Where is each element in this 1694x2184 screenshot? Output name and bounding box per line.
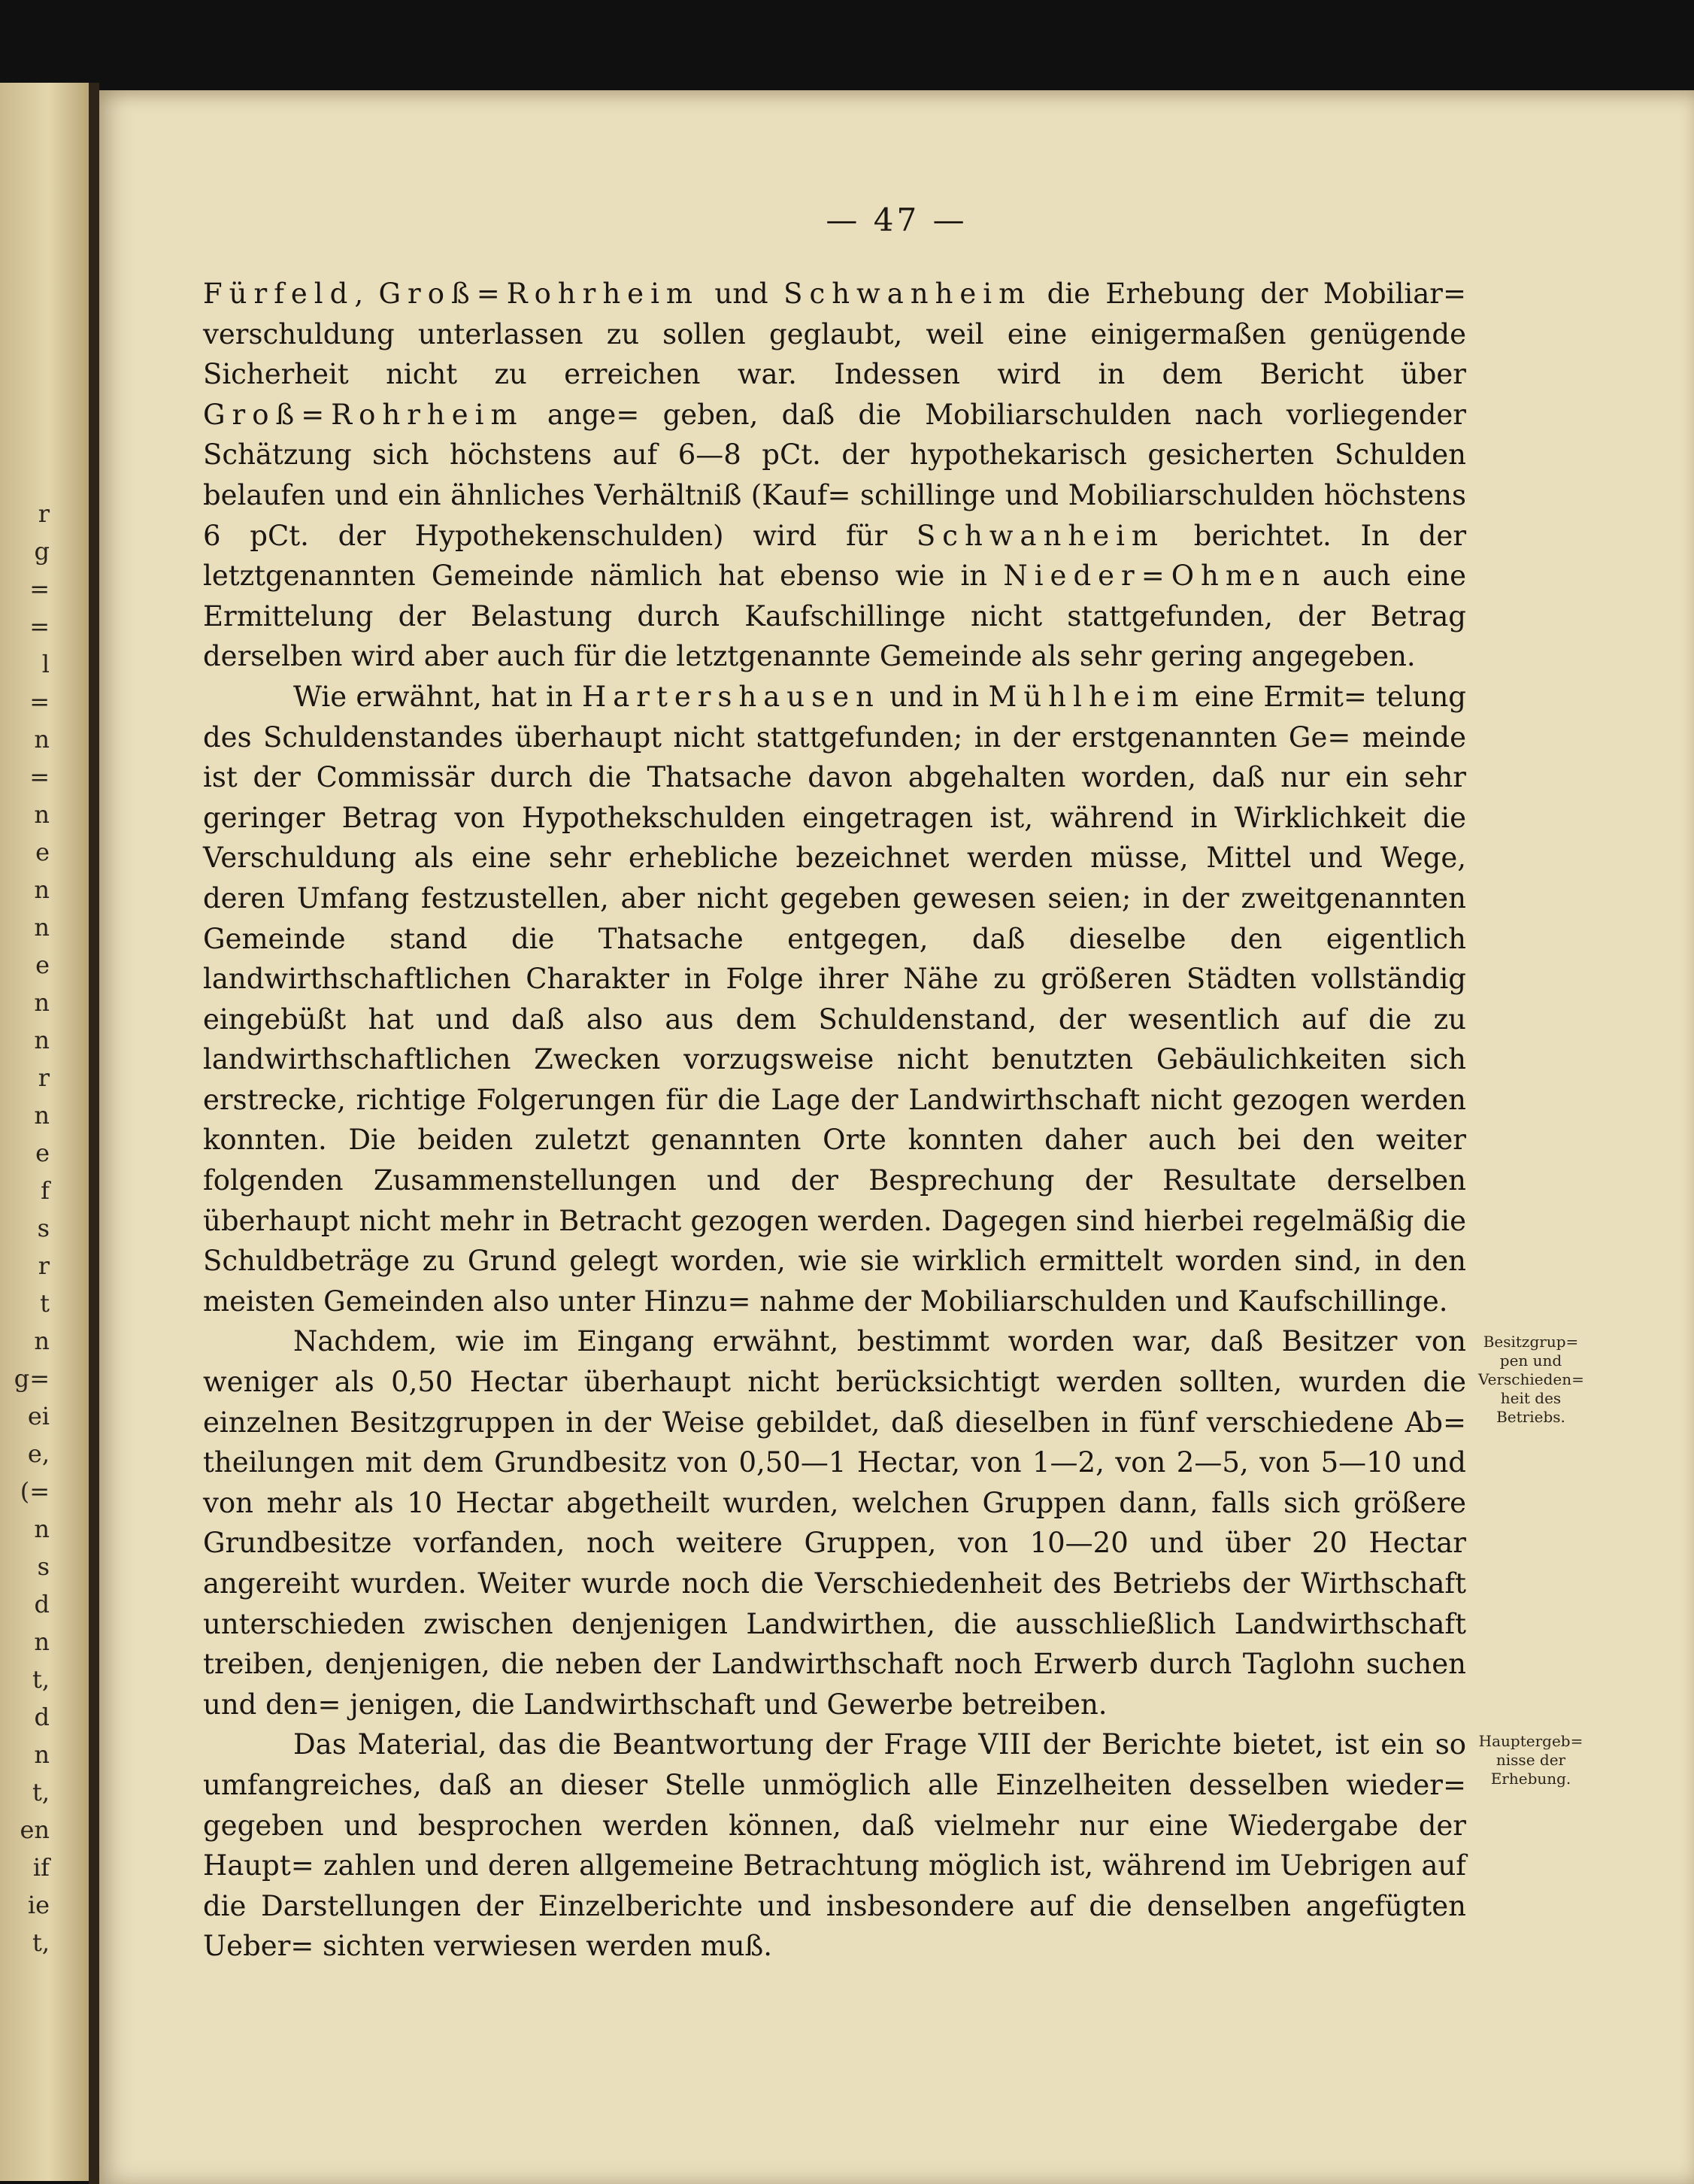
adjacent-page-fragment: g: [34, 537, 50, 566]
adjacent-page-fragment: t,: [32, 1778, 50, 1806]
paragraph: [203, 1321, 1466, 1724]
paragraph: [203, 1724, 1466, 1967]
adjacent-page-fragment: d: [34, 1703, 50, 1731]
adjacent-page-fragment: n: [34, 1515, 50, 1543]
text-run: ,: [354, 278, 379, 310]
adjacent-page-fragment: =: [29, 612, 50, 641]
margin-note-line: nisse der: [1496, 1751, 1566, 1769]
adjacent-page-fragment: s: [37, 1552, 50, 1581]
place-name: Schwanheim: [916, 519, 1165, 552]
adjacent-page-fragment: =: [29, 687, 50, 716]
adjacent-page-fragment: n: [34, 1627, 50, 1656]
text-run: Wie erwähnt, hat in: [293, 680, 582, 713]
book-page: [99, 90, 1694, 2184]
adjacent-page-fragment: t,: [32, 1665, 50, 1694]
adjacent-page-fragment: r: [38, 1063, 50, 1092]
book-gutter: [89, 83, 99, 2184]
adjacent-page-fragment: n: [34, 1026, 50, 1054]
adjacent-page-fragment: n: [34, 800, 50, 829]
adjacent-page-fragment: =: [29, 763, 50, 791]
adjacent-page-fragment: (=: [20, 1477, 50, 1506]
adjacent-page-fragment: g=: [14, 1364, 50, 1393]
place-name: Hartershausen: [581, 680, 880, 713]
adjacent-page-fragment: r: [38, 1251, 50, 1280]
text-run: ange= geben, daß die Mobiliarschulden nach vorliegender Schätzung sich höchstens auf 6—8 pCt. der hypothekarisch gesicherten Schulden belaufen und ein ähnliches Verhältniß (Kauf= schillinge und Mobiliarschulden höchstens 6 pCt. der Hypothekenschulden) wird für: [203, 398, 1466, 552]
place-name: Schwanheim: [783, 278, 1032, 310]
adjacent-page-fragment: n: [34, 988, 50, 1017]
adjacent-page-fragment: n: [34, 1740, 50, 1769]
margin-note-line: heit des: [1500, 1389, 1562, 1407]
adjacent-page-fragment: if: [32, 1853, 50, 1882]
adjacent-page-fragment: t: [40, 1289, 50, 1318]
text-run: berichtet. In der letztgenannten Gemeinde nämlich hat ebenso wie in: [203, 519, 1467, 593]
place-name: Fürfeld: [203, 278, 355, 310]
adjacent-page-fragment: e: [35, 838, 50, 866]
place-name: Nieder=Ohmen: [1003, 560, 1307, 593]
text-run: und in: [880, 680, 989, 713]
margin-note-line: Besitzgrup=: [1483, 1333, 1579, 1351]
margin-note-line: pen und: [1499, 1351, 1562, 1370]
adjacent-page-edge: [0, 83, 89, 2181]
adjacent-page-fragment: l: [41, 650, 50, 678]
margin-note-line: Hauptergeb=: [1478, 1732, 1583, 1750]
paragraph: [203, 274, 1466, 677]
adjacent-page-fragment: n: [34, 875, 50, 904]
adjacent-page-fragment: n: [34, 913, 50, 942]
text-run: eine Ermit= telung des Schuldenstandes überhaupt nicht stattgefunden; in der erstgenannten Ge= meinde ist der Commissär durch die Thatsache davon abgehalten worden, daß nur ein sehr geringer Betrag von Hypothekschulden eingetragen ist, während in Wirklichkeit die Verschuldung als eine sehr erhebliche bezeichnet werden müsse, Mittel und Wege, deren Umfang festzustellen, aber nicht gegeben gewesen seien; in der zweitgenannten Gemeinde stand die Thatsache entgegen, daß dieselbe den eigentlich landwirthschaftlichen Charakter in Folge ihrer Nähe zu größeren Städten vollständig eingebüßt hat und daß also aus dem Schuldenstand, der wesentlich auf die zu landwirthschaftlichen Zwecken vorzugsweise nicht benutzten Gebäulichkeiten sich erstrecke, richtige Folgerungen für die Lage der Landwirthschaft nicht gezogen werden konnten. Die beiden zuletzt genannten Orte konnten daher auch bei den weiter folgenden Zusammenstellungen und der Besprechung der Resultate derselben überhaupt nicht mehr in Betracht gezogen werden. Dagegen sind hierbei regelmäßig die Schuldbeträge zu Grund gelegt worden, wie sie wirklich ermittelt worden sind, in den meisten Gemeinden also unter Hinzu= nahme der Mobiliarschulden und Kaufschillinge.: [203, 680, 1466, 1318]
margin-note-besitzgruppen: [1478, 1333, 1583, 1427]
adjacent-page-fragment: f: [41, 1176, 50, 1205]
adjacent-page-fragment: ie: [27, 1891, 50, 1919]
adjacent-page-fragment: r: [38, 499, 50, 528]
adjacent-page-fragment: t,: [32, 1928, 50, 1957]
margin-note-hauptergebnisse: [1478, 1732, 1583, 1788]
place-name: Groß=Rohrheim: [203, 398, 524, 431]
adjacent-page-fragment: en: [20, 1815, 50, 1844]
adjacent-page-fragment: d: [34, 1590, 50, 1618]
adjacent-page-fragment: n: [34, 1101, 50, 1130]
adjacent-page-fragment: =: [29, 575, 50, 603]
paragraph: [203, 677, 1466, 1322]
adjacent-page-fragment: e: [35, 1139, 50, 1167]
body-text: [203, 274, 1466, 1967]
adjacent-page-text: [0, 499, 50, 1957]
adjacent-page-fragment: n: [34, 1327, 50, 1355]
margin-note-line: Verschieden=: [1478, 1370, 1584, 1388]
adjacent-page-fragment: e: [35, 951, 50, 979]
adjacent-page-fragment: n: [34, 725, 50, 754]
adjacent-page-fragment: ei: [27, 1402, 50, 1430]
text-run: Das Material, das die Beantwortung der Frage VIII der Berichte bietet, ist ein so umfangreiches, daß an dieser Stelle unmöglich alle Einzelheiten desselben wieder= gegeben und besprochen werden können, daß vielmehr nur eine Wiedergabe der Haupt= zahlen und deren allgemeine Betrachtung möglich ist, während im Uebrigen auf die Darstellungen der Einzelberichte und insbesondere auf die denselben angefügten Ueber= sichten verwiesen werden muß.: [203, 1728, 1466, 1963]
text-run: und: [699, 278, 784, 310]
text-run: die Erhebung der Mobiliar= verschuldung unterlassen zu sollen geglaubt, weil eine einigermaßen genügende Sicherheit nicht zu erreichen war. Indessen wird in dem Bericht über: [203, 278, 1466, 391]
margin-note-line: Erhebung.: [1490, 1770, 1571, 1788]
text-run: auch eine Ermittelung der Belastung durch Kaufschillinge nicht stattgefunden, der Betrag derselben wird aber auch für die letztgenannte Gemeinde als sehr gering angegeben.: [203, 560, 1466, 673]
place-name: Groß=Rohrheim: [378, 278, 700, 310]
adjacent-page-fragment: e,: [27, 1439, 50, 1468]
margin-note-line: Betriebs.: [1496, 1408, 1565, 1426]
place-name: Mühlheim: [988, 680, 1186, 713]
page-number: — 47 —: [826, 202, 968, 238]
adjacent-page-fragment: s: [37, 1214, 50, 1242]
text-run: Nachdem, wie im Eingang erwähnt, bestimmt worden war, daß Besitzer von weniger als 0,50 Hectar überhaupt nicht berücksichtigt werden sollten, wurden die einzelnen Besitzgruppen in der Weise gebildet, daß dieselben in fünf verschiedene Ab= theilungen mit dem Grundbesitz von 0,50—1 Hectar, von 1—2, von 2—5, von 5—10 und von mehr als 10 Hectar abgetheilt wurden, welchen Gruppen dann, falls sich größere Grundbesitze vorfanden, noch weitere Gruppen, von 10—20 und über 20 Hectar angereiht wurden. Weiter wurde noch die Verschiedenheit des Betriebs der Wirthschaft unterschieden zwischen denjenigen Landwirthen, die ausschließlich Landwirthschaft treiben, denjenigen, die neben der Landwirthschaft noch Erwerb durch Taglohn suchen und den= jenigen, die Landwirthschaft und Gewerbe betreiben.: [203, 1325, 1466, 1721]
